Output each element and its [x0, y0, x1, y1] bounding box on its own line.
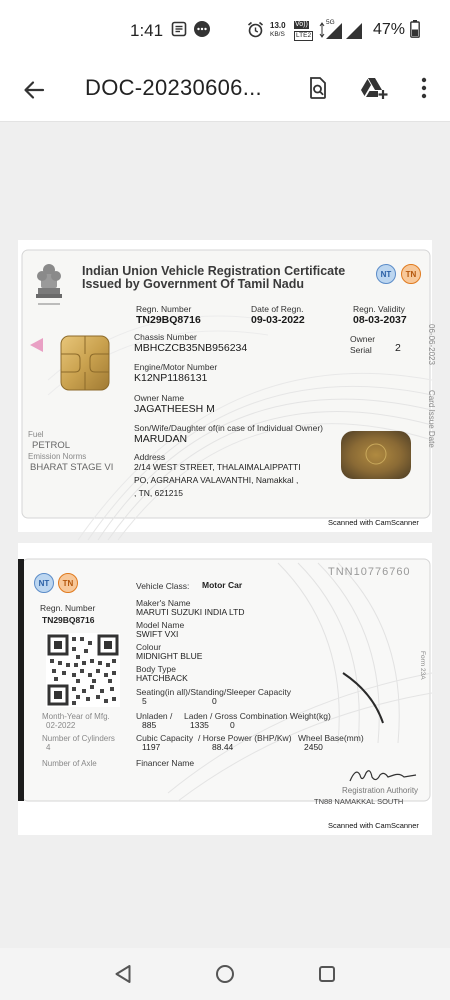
address-line3: , TN, 621215: [134, 488, 183, 498]
engine-number: K12NP1186131: [134, 372, 208, 384]
authority-label: Registration Authority: [342, 786, 419, 795]
regn-validity-label: Regn. Validity: [353, 304, 405, 314]
vehicle-class: Motor Car: [202, 580, 243, 590]
battery-icon: [410, 20, 420, 43]
card-header-line1: Indian Union Vehicle Registration Certificate: [82, 264, 346, 278]
date-of-regn: 09-03-2022: [251, 314, 305, 326]
drive-add-icon: [360, 76, 388, 100]
relation-name: MARUDAN: [134, 433, 188, 445]
engine-label: Engine/Motor Number: [134, 362, 218, 372]
cubic: 1197: [142, 742, 161, 752]
form-label: Form 23A: [419, 651, 426, 680]
nav-home-button[interactable]: [211, 960, 239, 988]
qr-code: [46, 633, 120, 707]
app-bar: [0, 58, 450, 122]
cubic-label: Cubic Capacity: [136, 733, 194, 743]
hologram-seal-icon: [340, 430, 412, 480]
nt-badge: NT: [376, 264, 396, 284]
laden: 1335: [190, 720, 209, 730]
seating-label: Seating(in all)/Standing/Sleeper Capacity: [136, 687, 291, 697]
nav-back-triangle-icon: [114, 964, 132, 984]
status-time: 1:41: [130, 21, 164, 40]
model-label: Model Name: [136, 620, 185, 630]
laden-label: Laden: [184, 711, 208, 721]
signal-type-label: 5G: [326, 19, 335, 26]
regn-number-back: TN29BQ8716: [42, 615, 95, 625]
more-vert-icon: [421, 77, 427, 99]
tn-badge-back: TN: [58, 573, 78, 593]
signal-icon: [318, 20, 366, 45]
more-options-button[interactable]: [404, 66, 444, 110]
owner-name-label: Owner Name: [134, 393, 185, 403]
cylinders: 4: [46, 743, 51, 752]
relation-label: Son/Wife/Daughter of(in case of Individual Owner): [134, 423, 323, 433]
model: SWIFT VXI: [136, 629, 179, 639]
signature-image: [348, 765, 418, 787]
status-bar: [0, 0, 450, 58]
regn-number-label-back: Regn. Number: [40, 603, 96, 613]
wheelbase: 2450: [304, 742, 323, 752]
makers-name-label: Maker's Name: [136, 598, 191, 608]
owner-serial-label-2: Serial: [350, 345, 372, 355]
regn-number: TN29BQ8716: [136, 314, 201, 326]
date-of-regn-label: Date of Regn.: [251, 304, 304, 314]
address-line2: PO, AGRAHARA VALAVANTHI, Namakkal ,: [134, 475, 299, 485]
fuel: PETROL: [32, 440, 71, 451]
message-icon: [171, 21, 187, 42]
standing: 0: [212, 696, 217, 706]
gross-label: / Gross Combination Weight(kg): [210, 711, 331, 721]
smart-chip-icon: [60, 335, 110, 391]
card-serial-number: TNN10776760: [328, 566, 411, 578]
document-page-1[interactable]: [18, 240, 436, 532]
document-page-2[interactable]: [18, 543, 432, 835]
gross: 0: [230, 720, 235, 730]
nav-back-button[interactable]: [109, 960, 137, 988]
card-issue-label: Card Issue Date: [427, 390, 436, 448]
horse: 88.44: [212, 742, 234, 752]
net-speed-unit: KB/S: [270, 31, 285, 38]
alarm-icon: [247, 21, 264, 43]
owner-serial-label-1: Owner: [350, 334, 376, 344]
document-viewer[interactable]: [0, 123, 450, 948]
mfg: 02-2022: [46, 721, 76, 730]
document-title: DOC-20230606...: [85, 75, 262, 100]
nav-recents-button[interactable]: [313, 960, 341, 988]
back-button[interactable]: [18, 74, 50, 106]
nt-badge-back: NT: [34, 573, 54, 593]
wheelbase-label: Wheel Base(mm): [298, 733, 364, 743]
emission: BHARAT STAGE VI: [30, 462, 114, 473]
horse-label: / Horse Power (BHP/Kw): [198, 733, 292, 743]
colour: MIDNIGHT BLUE: [136, 651, 203, 661]
financer-label: Financer Name: [136, 758, 195, 768]
cylinders-label: Number of Cylinders: [42, 734, 115, 743]
regn-number-label: Regn. Number: [136, 304, 192, 314]
authority: TN88 NAMAKKAL SOUTH: [314, 797, 404, 806]
owner-name: JAGATHEESH M: [134, 403, 215, 415]
seating: 5: [142, 696, 147, 706]
card-header-line2: Issued by Government Of Tamil Nadu: [82, 277, 305, 291]
unladen-label: Unladen /: [136, 711, 173, 721]
chassis-number: MBHCZCB35NB956234: [134, 342, 248, 354]
axle-label: Number of Axle: [42, 759, 97, 768]
address-line1: 2/14 WEST STREET, THALAIMALAIPPATTI: [134, 462, 301, 472]
mfg-label: Month-Year of Mfg.: [42, 712, 110, 721]
chat-bubble-icon: [193, 20, 211, 43]
battery-percent: 47%: [373, 21, 406, 38]
body-type: HATCHBACK: [136, 673, 188, 683]
scanned-watermark-1: Scanned with CamScanner: [328, 518, 419, 527]
card-issue-date: 06-06-2023: [427, 324, 436, 365]
navigation-bar: [0, 948, 450, 1000]
back-arrow-icon: [18, 74, 50, 106]
scanned-watermark-2: Scanned with CamScanner: [328, 821, 419, 830]
makers-name: MARUTI SUZUKI INDIA LTD: [136, 607, 245, 617]
tn-badge: TN: [401, 264, 421, 284]
body-type-label: Body Type: [136, 664, 177, 674]
volte-label: Vo)): [295, 21, 308, 28]
lte-label: LTE2: [296, 32, 312, 39]
nav-recents-square-icon: [318, 965, 336, 983]
unladen: 885: [142, 720, 157, 730]
vehicle-class-label: Vehicle Class:: [136, 581, 190, 591]
address-label: Address: [134, 452, 166, 462]
nav-home-circle-icon: [215, 964, 235, 984]
national-emblem-icon: [32, 262, 66, 310]
colour-label: Colour: [136, 642, 162, 652]
owner-serial: 2: [395, 342, 401, 354]
chassis-label: Chassis Number: [134, 332, 197, 342]
regn-validity: 08-03-2037: [353, 314, 407, 326]
emission-label: Emission Norms: [28, 452, 87, 461]
fuel-label: Fuel: [28, 430, 44, 439]
find-in-page-icon: [306, 76, 330, 100]
find-in-page-button[interactable]: [298, 66, 338, 110]
net-speed-value: 13.0: [270, 21, 286, 30]
add-to-drive-button[interactable]: [354, 66, 394, 110]
